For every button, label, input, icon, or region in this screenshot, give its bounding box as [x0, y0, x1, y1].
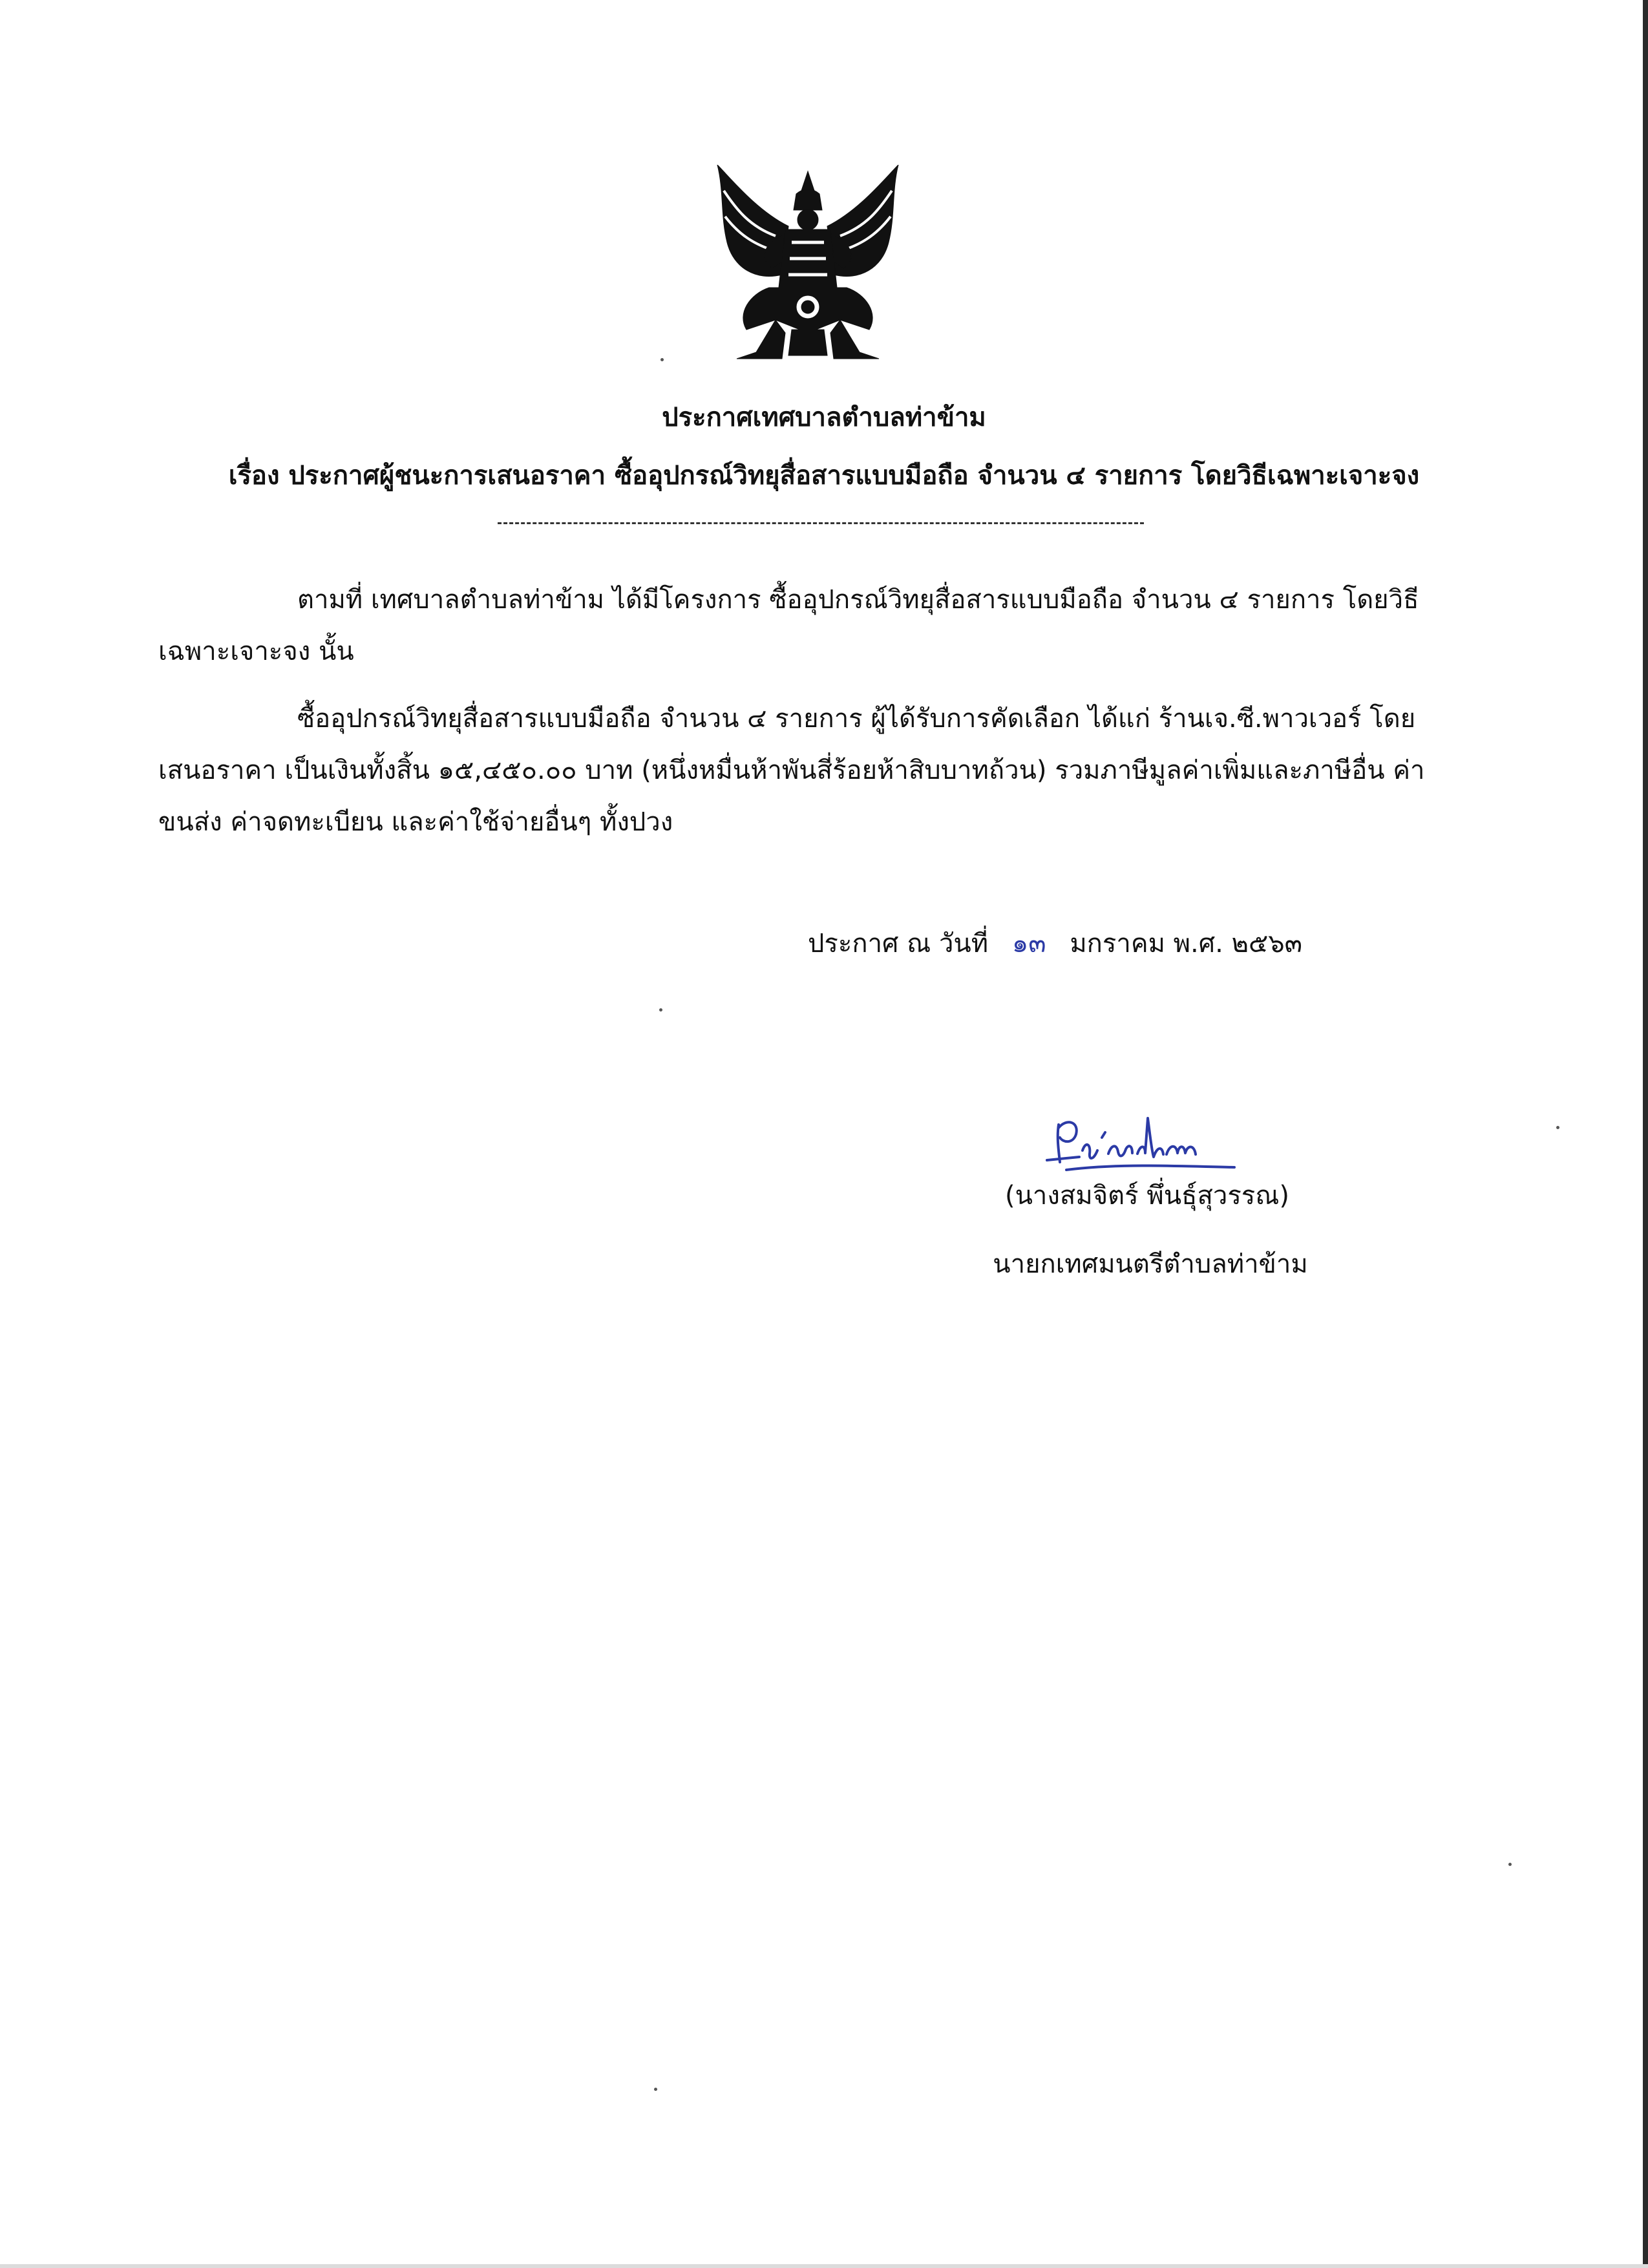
- scan-speck: [654, 2088, 657, 2091]
- scan-edge-bottom: [0, 2264, 1648, 2268]
- scan-speck: [659, 1008, 662, 1012]
- scan-speck: [1556, 1126, 1559, 1129]
- announcement-title: ประกาศเทศบาลตำบลท่าข้าม: [662, 403, 986, 432]
- signatory-position: นายกเทศมนตรีตำบลท่าข้าม: [993, 1249, 1308, 1279]
- date-prefix: ประกาศ ณ วันที่: [808, 929, 989, 959]
- handwritten-signature: [1041, 1099, 1254, 1183]
- date-day-handwritten: ๑๓: [1011, 929, 1046, 959]
- garuda-emblem-icon: [711, 165, 905, 365]
- date-month-year: มกราคม พ.ศ. ๒๕๖๓: [1070, 929, 1302, 959]
- announcement-date: [808, 924, 1302, 963]
- announcement-subject: เรื่อง ประกาศผู้ชนะการเสนอราคา ซื้ออุปกรณ์วิทยุสื่อสารแบบมือถือ จำนวน ๔ รายการ โดยวิธีเฉพาะเจาะจง: [228, 461, 1420, 491]
- scan-speck: [660, 358, 664, 361]
- scan-edge-right: [1643, 0, 1648, 2268]
- scan-speck: [1508, 1863, 1512, 1866]
- signatory-name: (นางสมจิตร์ พึ่นธุ์สุวรรณ): [1004, 1181, 1290, 1211]
- dashed-divider: [498, 522, 1144, 524]
- body-paragraph-1: ตามที่ เทศบาลตำบลท่าข้าม ได้มีโครงการ ซื้ออุปกรณ์วิทยุสื่อสารแบบมือถือ จำนวน ๔ รายการ โดยวิธีเฉพาะเจาะจง นั้น: [158, 585, 1419, 666]
- body-paragraph-2: ซื้ออุปกรณ์วิทยุสื่อสารแบบมือถือ จำนวน ๔ รายการ ผู้ได้รับการคัดเลือก ได้แก่ ร้านเจ.ซี.พาวเวอร์ โดยเสนอราคา เป็นเงินทั้งสิ้น ๑๕,๔๕๐.๐๐ บาท (หนึ่งหมื่นห้าพันสี่ร้อยห้าสิบบาทถ้วน) รวมภาษีมูลค่าเพิ่มและภาษีอื่น ค่าขนส่ง ค่าจดทะเบียน และค่าใช้จ่ายอื่นๆ ทั้งปวง: [158, 704, 1425, 837]
